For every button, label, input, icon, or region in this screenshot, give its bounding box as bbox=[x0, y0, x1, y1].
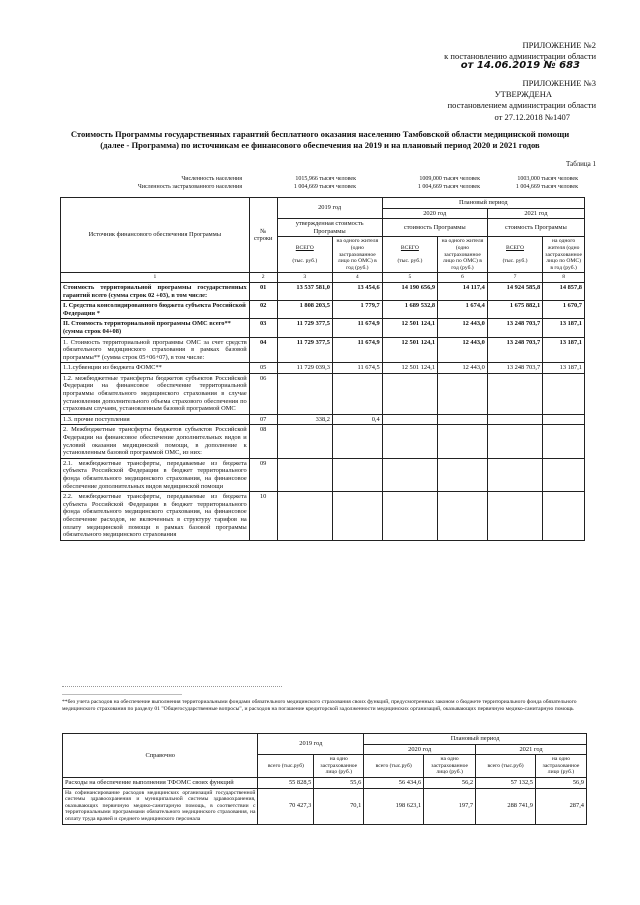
ref-2020-header: 2020 год bbox=[364, 744, 476, 755]
handwritten-date: от 14.06.2019 № 683 bbox=[460, 60, 580, 71]
row-label: 1.3. прочие поступления bbox=[61, 414, 250, 425]
cell-value bbox=[382, 492, 437, 541]
cell-value bbox=[438, 414, 488, 425]
row-number: 01 bbox=[249, 282, 277, 300]
total-2021-header: ВСЕГО (тыс. руб.) bbox=[487, 237, 542, 273]
cell-value bbox=[277, 492, 332, 541]
cell-value: 13 248 703,7 bbox=[487, 319, 542, 337]
cell-value bbox=[543, 458, 585, 491]
cell-value: 13 248 703,7 bbox=[487, 337, 542, 363]
table-row bbox=[61, 373, 585, 414]
cell-value bbox=[543, 425, 585, 458]
table-label: Таблица 1 bbox=[566, 160, 596, 168]
cell-value: 1 670,7 bbox=[543, 301, 585, 319]
footnote-separator bbox=[62, 694, 182, 695]
cell-value: 70 427,3 bbox=[258, 788, 314, 824]
row-label: 1. Стоимость территориальной программы ОМС за счет средств обязательного медицинского страхования в рамках базовой программы** (сумма строк 05+06+07), в том числе: bbox=[61, 337, 250, 363]
cell-value bbox=[543, 492, 585, 541]
row-label: I. Средства консолидированного бюджета субъекта Российской Федерации * bbox=[61, 301, 250, 319]
cell-value: 287,4 bbox=[535, 788, 586, 824]
cell-value: 11 729 039,3 bbox=[277, 363, 332, 374]
cell-value bbox=[332, 458, 382, 491]
ref-total-2021: всего (тыс.руб) bbox=[476, 755, 536, 778]
cell-value: 13 537 581,0 bbox=[277, 282, 332, 300]
cell-value: 11 674,5 bbox=[332, 363, 382, 374]
cell-value: 13 187,1 bbox=[543, 363, 585, 374]
table-row bbox=[61, 319, 585, 337]
faint-line bbox=[62, 686, 282, 687]
total-2020-header: ВСЕГО (тыс. руб.) bbox=[382, 237, 437, 273]
cell-value bbox=[487, 414, 542, 425]
row-label: Расходы на обеспечение выполнения ТФОМС своих функций bbox=[63, 777, 258, 788]
insured-2020: 1 004,669 тысяч человек bbox=[417, 183, 480, 190]
table-row bbox=[63, 788, 587, 824]
table-row bbox=[63, 777, 587, 788]
row-label: 2. Межбюджетные трансферты бюджетов субъектов Российской Федерации на финансовое обеспечение дополнительных видов и условий оказания медицинской помощи, в дополнение к установленным базовой программой ОМС, из них: bbox=[61, 425, 250, 458]
year-2021-header: 2021 год bbox=[487, 208, 584, 219]
cost-2021-header: стоимость Программы bbox=[487, 219, 584, 237]
table-row bbox=[61, 425, 585, 458]
cell-value bbox=[438, 373, 488, 414]
table-row bbox=[61, 458, 585, 491]
ref-2019-header: 2019 год bbox=[258, 734, 364, 755]
reference-table bbox=[62, 733, 587, 825]
cell-value: 56,2 bbox=[424, 777, 476, 788]
row-label: На софинансирование расходов медицинских организаций государственной системы здравоохранения и муниципальной системы здравоохранения, оказывающих первичную медико-санитарную помощь, в соответствии с территориальными программами обязательного медицинского страхования, на оплату труда врачей и среднего медицинского персонала bbox=[63, 788, 258, 824]
document-title: Стоимость Программы государственных гарантий бесплатного оказания населению Тамбовской области медицинской помощи (далее - Программа) по источникам ее финансового обеспечения на 2019 и на плановый период 2020 и 2021 годов bbox=[70, 129, 570, 150]
row-number: 08 bbox=[249, 425, 277, 458]
cell-value bbox=[543, 373, 585, 414]
cell-value: 198 623,1 bbox=[364, 788, 424, 824]
cost-2020-header: стоимость Программы bbox=[382, 219, 487, 237]
cell-value: 11 674,9 bbox=[332, 319, 382, 337]
cell-value: 1 689 532,8 bbox=[382, 301, 437, 319]
cell-value bbox=[487, 458, 542, 491]
table-row bbox=[61, 301, 585, 319]
cell-value: 56 434,6 bbox=[364, 777, 424, 788]
to-decree-label: к постановлению администрации области bbox=[444, 51, 596, 61]
cell-value bbox=[277, 458, 332, 491]
cell-value bbox=[543, 414, 585, 425]
cell-value: 70,1 bbox=[314, 788, 364, 824]
cell-value: 13 248 703,7 bbox=[487, 363, 542, 374]
cell-value: 288 741,9 bbox=[476, 788, 536, 824]
row-number-header: № строки bbox=[249, 198, 277, 273]
per-capita-2021-header: на одного жителя (одно застрахованное лицо по ОМС) в год (руб.) bbox=[543, 237, 585, 273]
cell-value: 57 132,5 bbox=[476, 777, 536, 788]
per-capita-2020-header: на одного жителя (одно застрахованное лицо по ОМС) в год (руб.) bbox=[438, 237, 488, 273]
cell-value: 11 729 377,5 bbox=[277, 319, 332, 337]
insured-2021: 1 004,669 тысяч человек bbox=[515, 183, 578, 190]
cell-value: 14 117,4 bbox=[438, 282, 488, 300]
column-numbers-row: 1 2 3 4 5 6 7 8 bbox=[61, 273, 585, 283]
population-info bbox=[120, 176, 580, 191]
cell-value: 14 190 656,9 bbox=[382, 282, 437, 300]
cell-value: 1 675 882,1 bbox=[487, 301, 542, 319]
ref-plan-header: Плановый период bbox=[364, 734, 587, 745]
cell-value: 14 924 585,8 bbox=[487, 282, 542, 300]
approved-cost-header: утвержденная стоимость Программы bbox=[277, 219, 382, 237]
cell-value bbox=[277, 425, 332, 458]
per-capita-2019-header: на одного жителя (одно застрахованное лицо по ОМС) в год (руб.) bbox=[332, 237, 382, 273]
cell-value: 12 501 124,1 bbox=[382, 363, 437, 374]
cell-value: 11 674,9 bbox=[332, 337, 382, 363]
population-2020: 1009,000 тысяч человек bbox=[419, 176, 480, 182]
cell-value: 56,9 bbox=[535, 777, 586, 788]
cell-value bbox=[332, 373, 382, 414]
population-2021: 1003,000 тысяч человек bbox=[517, 176, 578, 182]
cell-value: 197,7 bbox=[424, 788, 476, 824]
table-row bbox=[61, 337, 585, 363]
cell-value bbox=[438, 458, 488, 491]
table-row bbox=[61, 363, 585, 374]
total-2019-header: ВСЕГО (тыс. руб.) bbox=[277, 237, 332, 273]
cell-value bbox=[382, 373, 437, 414]
row-label: 2.1. межбюджетные трансферты, передаваемые из бюджета субъекта Российской Федерации в бюджет территориального фонда обязательного медицинского страхования, на финансовое обеспечение дополнительных видов медицинской помощи bbox=[61, 458, 250, 491]
population-2019: 1015,966 тысяч человек bbox=[295, 176, 356, 182]
ref-total-2019: всего (тыс.руб) bbox=[258, 755, 314, 778]
cell-value bbox=[487, 492, 542, 541]
ref-2021-header: 2021 год bbox=[476, 744, 587, 755]
row-label: Стоимость территориальной программы государственных гарантий всего (сумма строк 02 +03), в том числе: bbox=[61, 282, 250, 300]
cell-value bbox=[487, 425, 542, 458]
approved-label: УТВЕРЖДЕНА bbox=[494, 89, 552, 99]
appendix-2-label: ПРИЛОЖЕНИЕ №2 bbox=[522, 40, 596, 50]
cell-value bbox=[332, 425, 382, 458]
row-label: II. Стоимость территориальной программы ОМС всего** (сумма строк 04+08) bbox=[61, 319, 250, 337]
year-2019-header: 2019 год bbox=[277, 198, 382, 219]
row-number: 06 bbox=[249, 373, 277, 414]
cell-value bbox=[438, 425, 488, 458]
cell-value: 12 501 124,1 bbox=[382, 337, 437, 363]
population-label: Численность населения bbox=[181, 176, 242, 182]
cell-value: 338,2 bbox=[277, 414, 332, 425]
approved-date: от 27.12.2018 №1407 bbox=[494, 112, 570, 122]
cell-value: 11 729 377,5 bbox=[277, 337, 332, 363]
row-number: 04 bbox=[249, 337, 277, 363]
cell-value bbox=[332, 492, 382, 541]
insured-2019: 1 004,669 тысяч человек bbox=[293, 183, 356, 190]
ref-total-2020: всего (тыс.руб) bbox=[364, 755, 424, 778]
cell-value: 12 443,0 bbox=[438, 337, 488, 363]
cell-value: 1 779,7 bbox=[332, 301, 382, 319]
approved-by-label: постановлением администрации области bbox=[447, 100, 596, 110]
source-header: Источник финансового обеспечения Программы bbox=[61, 198, 250, 273]
ref-per-2021: на одно застрахованное лицо (руб.) bbox=[535, 755, 586, 778]
cell-value: 12 501 124,1 bbox=[382, 319, 437, 337]
cell-value: 1 808 203,5 bbox=[277, 301, 332, 319]
row-number: 03 bbox=[249, 319, 277, 337]
row-label: 2.2. межбюджетные трансферты, передаваемые из бюджета субъекта Российской Федерации в бюджет территориального фонда обязательного медицинского страхования, на финансовое обеспечение расходов, не включенных в структуру тарифов на оплату медицинской помощи в рамках базовой программы обязательного медицинского страхования bbox=[61, 492, 250, 541]
year-2020-header: 2020 год bbox=[382, 208, 487, 219]
table-row bbox=[61, 414, 585, 425]
cell-value bbox=[382, 425, 437, 458]
table-row bbox=[61, 282, 585, 300]
main-table bbox=[60, 197, 585, 541]
row-label: 1.1.субвенции из бюджета ФОМС** bbox=[61, 363, 250, 374]
row-number: 07 bbox=[249, 414, 277, 425]
row-number: 05 bbox=[249, 363, 277, 374]
cell-value: 13 187,1 bbox=[543, 319, 585, 337]
cell-value: 55,6 bbox=[314, 777, 364, 788]
cell-value bbox=[487, 373, 542, 414]
cell-value: 55 828,5 bbox=[258, 777, 314, 788]
plan-period-header: Плановый период bbox=[382, 198, 584, 209]
cell-value: 13 187,1 bbox=[543, 337, 585, 363]
cell-value bbox=[382, 458, 437, 491]
appendix-3-label: ПРИЛОЖЕНИЕ №3 bbox=[522, 78, 596, 88]
cell-value bbox=[382, 414, 437, 425]
cell-value: 14 857,8 bbox=[543, 282, 585, 300]
insured-population-label: Численность застрахованного населения bbox=[137, 183, 242, 190]
cell-value bbox=[277, 373, 332, 414]
row-number: 10 bbox=[249, 492, 277, 541]
cell-value: 13 454,6 bbox=[332, 282, 382, 300]
footnote: **без учета расходов на обеспечение выполнения территориальными фондами обязательного медицинского страхования своих функций, предусмотренных законом о бюджете территориального фонда обязательного медицинского страхования по разделу 01 "Общегосударственные вопросы", и расходов на погашение кредиторской задолженности медицинских организаций, оказывающих первичную медико-санитарную помощь bbox=[62, 699, 577, 712]
cell-value: 12 443,0 bbox=[438, 363, 488, 374]
row-number: 09 bbox=[249, 458, 277, 491]
row-number: 02 bbox=[249, 301, 277, 319]
table-row bbox=[61, 492, 585, 541]
reference-header: Справочно bbox=[63, 734, 258, 778]
cell-value: 0,4 bbox=[332, 414, 382, 425]
row-label: 1.2. межбюджетные трансферты бюджетов субъектов Российской Федерации на финансовое обеспечение территориальной программы обязательного медицинского страхования в случае установления дополнительного объема страхового обеспечения по страховым случаям, установленным базовой программой ОМС bbox=[61, 373, 250, 414]
cell-value bbox=[438, 492, 488, 541]
ref-per-2020: на одно застрахованное лицо (руб.) bbox=[424, 755, 476, 778]
cell-value: 1 674,4 bbox=[438, 301, 488, 319]
cell-value: 12 443,0 bbox=[438, 319, 488, 337]
ref-per-2019: на одно застрахованное лицо (руб.) bbox=[314, 755, 364, 778]
